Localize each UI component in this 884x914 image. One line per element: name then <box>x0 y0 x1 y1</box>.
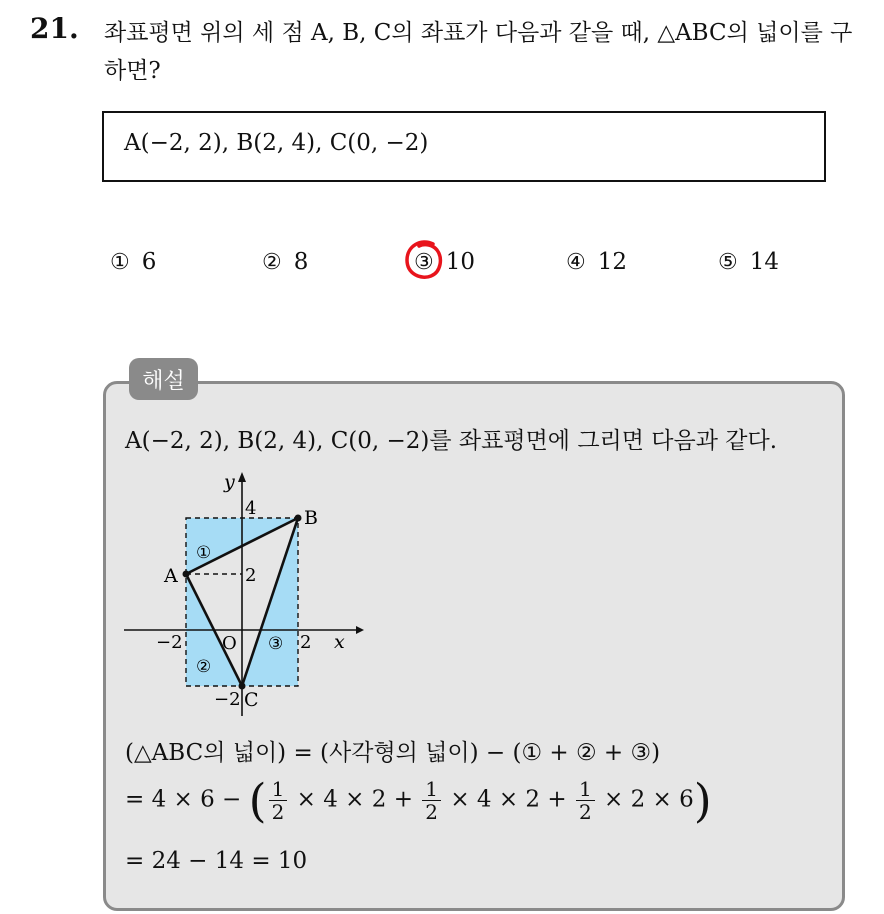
choice-2-mark: ② <box>262 249 282 275</box>
region-2-label: ② <box>196 657 212 677</box>
solution-tag: 해설 <box>129 358 198 400</box>
x-axis-label: x <box>334 631 345 653</box>
choice-3-mark: ③ <box>414 249 434 275</box>
given-coordinates-box <box>102 111 826 182</box>
line2-start: = 4 × 6 − <box>125 786 249 813</box>
solution-line-3: = 24 − 14 = 10 <box>125 848 308 874</box>
fraction-3-num: 1 <box>576 778 595 801</box>
fraction-1 <box>269 778 288 823</box>
tick-x-2: 2 <box>300 632 312 653</box>
fraction-1-den: 2 <box>271 800 285 824</box>
choice-5-mark: ⑤ <box>718 249 738 275</box>
point-a-label: A <box>164 565 178 587</box>
fraction-2-den: 2 <box>425 800 439 824</box>
solution-line-1: (△ABC의 넓이) = (사각형의 넓이) − (① + ② + ③) <box>125 740 661 766</box>
point-b-label: B <box>304 507 318 529</box>
solution-line-2 <box>125 773 712 828</box>
coordinate-graph <box>118 466 368 722</box>
choice-2[interactable] <box>262 249 308 275</box>
fraction-1-num: 1 <box>269 778 288 801</box>
region-3-label: ③ <box>268 634 284 654</box>
right-paren-icon: ) <box>693 773 712 828</box>
fraction-2-num: 1 <box>422 778 441 801</box>
tick-y-4: 4 <box>245 498 257 519</box>
point-c-label: C <box>244 689 259 711</box>
origin-label: O <box>222 633 237 654</box>
choice-2-value: 8 <box>293 249 309 275</box>
choice-4-value: 12 <box>597 249 628 275</box>
fraction-3 <box>576 778 595 823</box>
term-1: × 4 × 2 + <box>289 786 421 813</box>
choice-1[interactable] <box>110 249 156 275</box>
solution-intro: A(−2, 2), B(2, 4), C(0, −2)를 좌표평면에 그리면 다음과 같다. <box>125 428 778 454</box>
choice-1-value: 6 <box>141 249 157 275</box>
tick-y-2: 2 <box>245 565 257 586</box>
question-number: 21. <box>30 12 79 45</box>
choice-4[interactable] <box>566 249 627 275</box>
question-text: 좌표평면 위의 세 점 A, B, C의 좌표가 다음과 같을 때, △ABC의 넓이를 구하면? <box>104 20 853 84</box>
choice-3-value: 10 <box>445 249 476 275</box>
fraction-3-den: 2 <box>578 800 592 824</box>
tick-x-neg2: −2 <box>156 632 183 653</box>
given-coordinates: A(−2, 2), B(2, 4), C(0, −2) <box>124 130 429 156</box>
x-axis-arrow-icon <box>356 626 364 634</box>
point-b-dot <box>295 515 302 522</box>
choice-5-value: 14 <box>749 249 780 275</box>
point-a-dot <box>183 571 190 578</box>
choice-1-mark: ① <box>110 249 130 275</box>
region-1-label: ① <box>196 543 212 563</box>
term-3: × 2 × 6 <box>596 786 694 813</box>
y-axis-arrow-icon <box>238 472 246 482</box>
term-2: × 4 × 2 + <box>443 786 574 813</box>
fraction-2 <box>422 778 441 823</box>
y-axis-label: y <box>224 471 235 493</box>
choice-4-mark: ④ <box>566 249 586 275</box>
tick-y-neg2: −2 <box>214 689 241 710</box>
left-paren-icon: ( <box>248 773 267 828</box>
choice-5[interactable] <box>718 249 779 275</box>
choice-3[interactable] <box>414 249 475 275</box>
